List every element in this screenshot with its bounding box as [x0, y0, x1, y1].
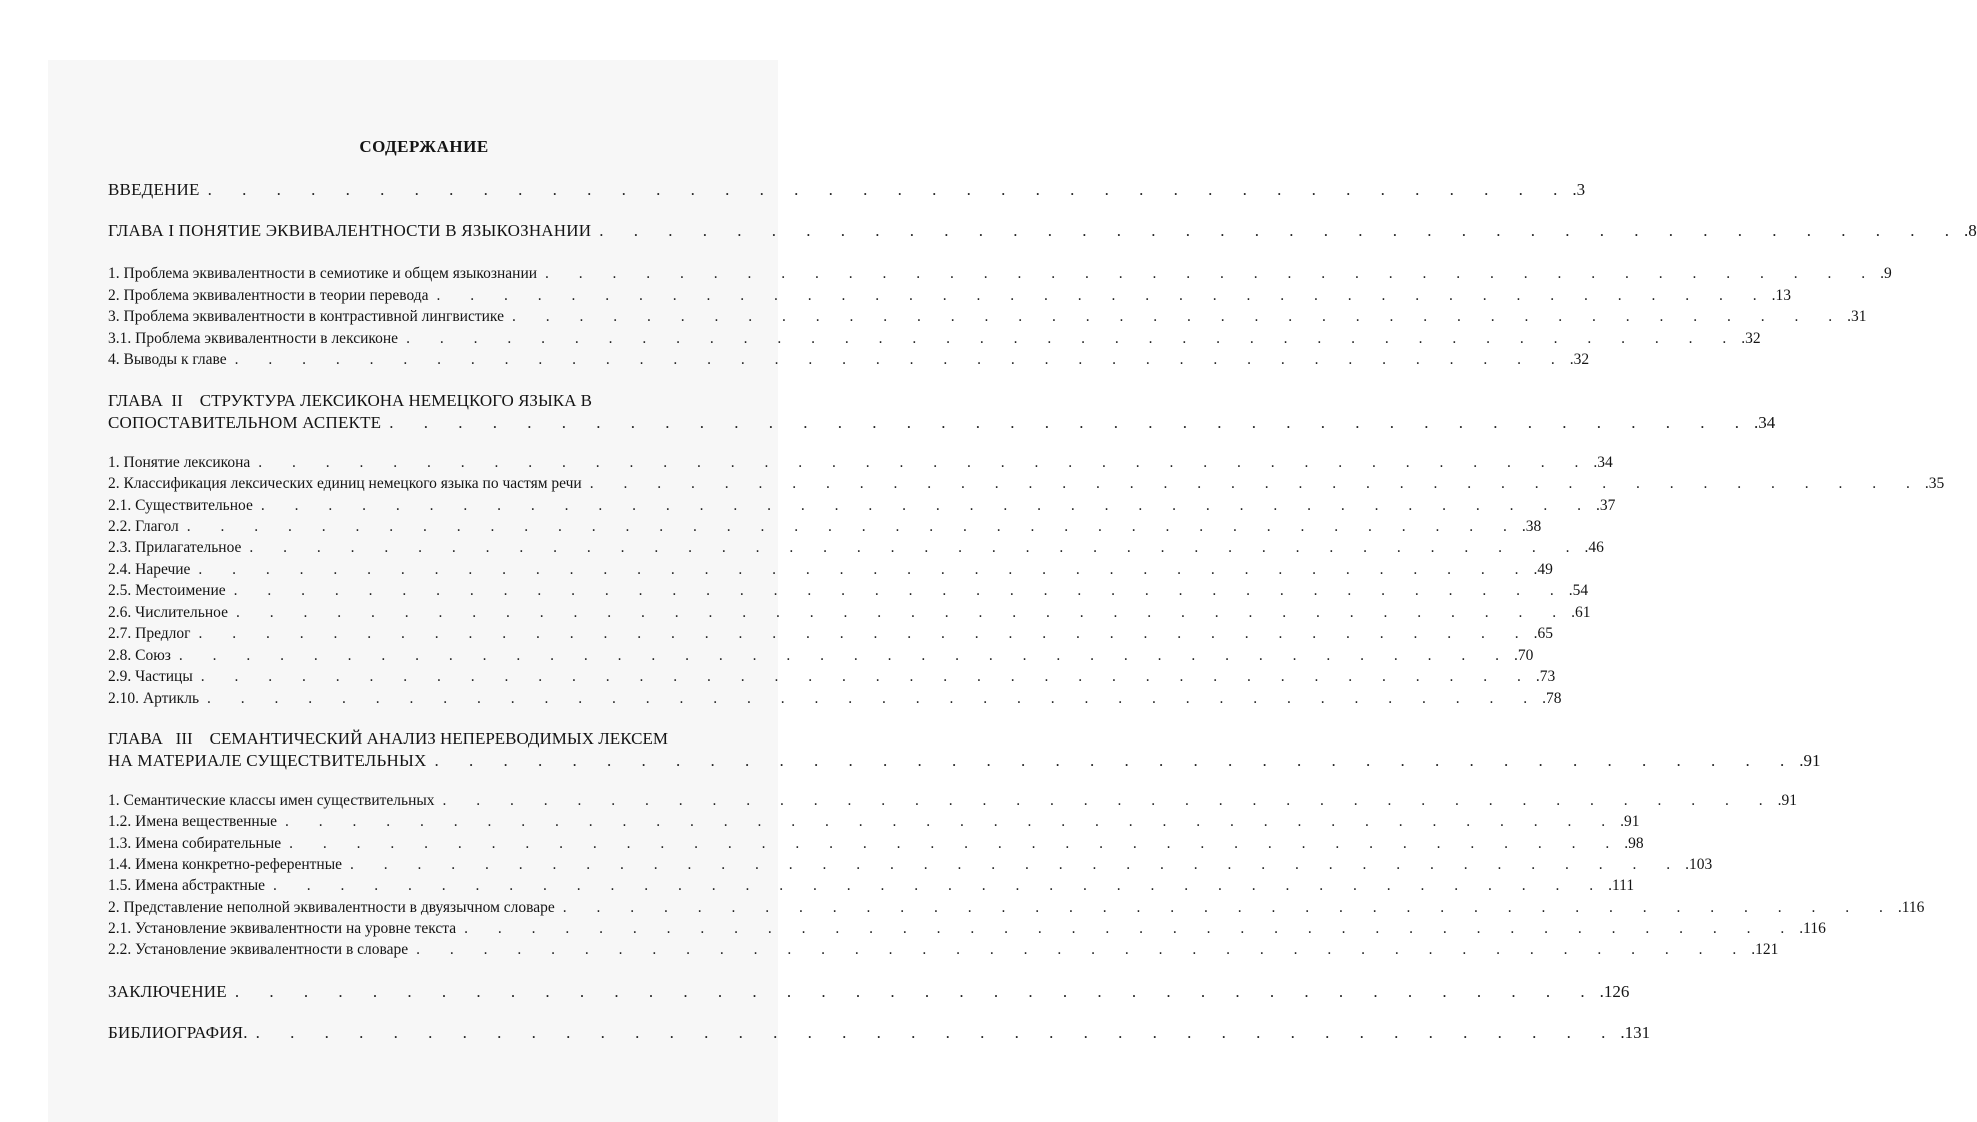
toc-item — [108, 668, 1556, 690]
toc-entry-page: .31 — [1847, 308, 1867, 325]
dot-leader: . . . . . . . . . . . . . . . . . . . . . . . . . . . . . . . . . . . . . . . . — [186, 518, 1520, 535]
page-title: СОДЕРЖАНИЕ — [359, 137, 489, 156]
toc-item — [108, 835, 1644, 857]
toc-item — [108, 497, 1616, 519]
dot-leader: . . . . . . . . . . . . . . . . . . . . . . . . . . . . . . . . . . . . . . . . — [207, 180, 1571, 199]
toc-entry-text: 2.1. Установление эквивалентности на уровне текста — [108, 920, 457, 937]
toc-item — [108, 475, 1945, 497]
toc-chapter-1 — [108, 221, 1977, 243]
dot-leader: . . . . . . . . . . . . . . . . . . . . . . . . . . . . . . . . . . . . . . . . — [285, 813, 1619, 830]
toc-item — [108, 625, 1553, 647]
toc-item — [108, 899, 1925, 921]
toc-entry-page: .78 — [1542, 690, 1562, 707]
dot-leader: . . . . . . . . . . . . . . . . . . . . . . . . . . . . . . . . . . . . . . . . — [416, 941, 1750, 958]
toc-item — [108, 265, 1892, 287]
toc-entry-page: .32 — [1569, 351, 1590, 368]
toc-entry-text: 2.6. Числительное — [108, 604, 228, 621]
toc-entry-conclusion — [108, 982, 1630, 1004]
toc-entry-page: .61 — [1571, 604, 1591, 621]
dot-leader: . . . . . . . . . . . . . . . . . . . . . . . . . . . . . . . . . . . . . . . . — [511, 308, 1846, 325]
toc-entry-text: 2.1. Существительное — [108, 497, 253, 514]
toc-entry-text: 1.2. Имена вещественные — [108, 813, 278, 830]
toc-entry-page: .34 — [1593, 454, 1613, 471]
dot-leader: . . . . . . . . . . . . . . . . . . . . . . . . . . . . . . . . . . . . . . . . — [406, 330, 1740, 347]
dot-leader: . . . . . . . . . . . . . . . . . . . . . . . . . . . . . . . . . . . . . . . . — [545, 265, 1879, 282]
toc-entry-page: .131 — [1620, 1023, 1651, 1042]
toc-entry-page: .98 — [1624, 835, 1644, 852]
toc-entry-text: 2.7. Предлог — [108, 625, 191, 642]
toc-item — [108, 351, 1590, 373]
dot-leader: . . . . . . . . . . . . . . . . . . . . . . . . . . . . . . . . . . . . . . . . — [233, 582, 1567, 599]
toc-entry-page: .54 — [1568, 582, 1589, 599]
toc-entry-text: 2.4. Наречие — [108, 561, 191, 578]
toc-item — [108, 856, 1713, 878]
toc-entry-page: .13 — [1771, 287, 1792, 304]
toc-entry-page: .116 — [1897, 899, 1925, 916]
dot-leader: . . . . . . . . . . . . . . . . . . . . . . . . . . . . . . . . . . . . . . . . — [255, 1023, 1619, 1042]
toc-chapter-3-line1: ГЛАВА III СЕМАНТИЧЕСКИЙ АНАЛИЗ НЕПЕРЕВОДИМЫХ ЛЕКСЕМ — [108, 729, 668, 748]
toc-item — [108, 920, 1826, 942]
toc-item — [108, 539, 1604, 561]
dot-leader: . . . . . . . . . . . . . . . . . . . . . . . . . . . . . . . . . . . . . . . . — [464, 920, 1798, 937]
dot-leader: . . . . . . . . . . . . . . . . . . . . . . . . . . . . . . . . . . . . . . . . — [234, 351, 1568, 368]
toc-entry-page: .91 — [1620, 813, 1640, 830]
toc-item — [108, 941, 1779, 963]
dot-leader: . . . . . . . . . . . . . . . . . . . . . . . . . . . . . . . . . . . . . . . . — [198, 561, 1532, 578]
dot-leader: . . . . . . . . . . . . . . . . . . . . . . . . . . . . . . . . . . . . . . . . — [200, 668, 1534, 685]
dot-leader: . . . . . . . . . . . . . . . . . . . . . . . . . . . . . . . . . . . . . . . . — [436, 287, 1770, 304]
toc-entry-text: 2. Проблема эквивалентности в теории перевода — [108, 287, 429, 304]
toc-item — [108, 454, 1613, 476]
toc-item — [108, 690, 1562, 712]
toc-entry-text: ЗАКЛЮЧЕНИЕ — [108, 982, 227, 1001]
toc-entry-page: .37 — [1596, 497, 1616, 514]
toc-entry-text: НА МАТЕРИАЛЕ СУЩЕСТВИТЕЛЬНЫХ — [108, 751, 427, 770]
toc-entry-text: ГЛАВА I ПОНЯТИЕ ЭКВИВАЛЕНТНОСТИ В ЯЗЫКОЗНАНИИ — [108, 221, 592, 240]
toc-item — [108, 792, 1798, 814]
toc-item — [108, 518, 1542, 540]
dot-leader: . . . . . . . . . . . . . . . . . . . . . . . . . . . . . . . . . . . . . . . . — [442, 792, 1776, 809]
toc-item — [108, 308, 1867, 330]
dot-leader: . . . . . . . . . . . . . . . . . . . . . . . . . . . . . . . . . . . . . . . . — [178, 647, 1513, 664]
dot-leader: . . . . . . . . . . . . . . . . . . . . . . . . . . . . . . . . . . . . . . . . — [272, 877, 1607, 894]
dot-leader: . . . . . . . . . . . . . . . . . . . . . . . . . . . . . . . . . . . . . . . . — [389, 413, 1752, 432]
toc-item — [108, 287, 1792, 309]
toc-entry-page: .121 — [1751, 941, 1779, 958]
dot-leader: . . . . . . . . . . . . . . . . . . . . . . . . . . . . . . . . . . . . . . . . — [235, 604, 1570, 621]
dot-leader: . . . . . . . . . . . . . . . . . . . . . . . . . . . . . . . . . . . . . . . . — [434, 751, 1798, 770]
toc-entry-page: .35 — [1924, 475, 1945, 492]
toc-entry-text: 1.4. Имена конкретно-референтные — [108, 856, 343, 873]
toc-entry-page: .49 — [1533, 561, 1553, 578]
toc-entry-text: 2.10. Артикль — [108, 690, 200, 707]
toc-entry-page: .32 — [1741, 330, 1761, 347]
dot-leader: . . . . . . . . . . . . . . . . . . . . . . . . . . . . . . . . . . . . . . . . — [589, 475, 1923, 492]
dot-leader: . . . . . . . . . . . . . . . . . . . . . . . . . . . . . . . . . . . . . . . . — [260, 497, 1594, 514]
toc-entry-text: 2.2. Установление эквивалентности в словаре — [108, 941, 409, 958]
dot-leader: . . . . . . . . . . . . . . . . . . . . . . . . . . . . . . . . . . . . . . . . — [234, 982, 1598, 1001]
toc-entry-intro — [108, 180, 1586, 202]
toc-entry-page: .70 — [1514, 647, 1534, 664]
toc-entry-bibliography — [108, 1023, 1651, 1045]
toc-item — [108, 647, 1534, 669]
toc-entry-text: 2.9. Частицы — [108, 668, 193, 685]
toc-entry-text: 2.5. Местоимение — [108, 582, 226, 599]
toc-entry-text: ВВЕДЕНИЕ — [108, 180, 200, 199]
toc-entry-text: 3. Проблема эквивалентности в контрастивной лингвистике — [108, 308, 504, 325]
toc-entry-page: .116 — [1799, 920, 1826, 937]
dot-leader: . . . . . . . . . . . . . . . . . . . . . . . . . . . . . . . . . . . . . . . . — [289, 835, 1623, 852]
toc-item — [108, 604, 1591, 626]
toc-entry-text: СОПОСТАВИТЕЛЬНОМ АСПЕКТЕ — [108, 413, 382, 432]
toc-item — [108, 582, 1589, 604]
toc-entry-page: .3 — [1572, 180, 1586, 199]
toc-entry-text: 2.8. Союз — [108, 647, 171, 664]
toc-entry-page: .46 — [1584, 539, 1604, 556]
dot-leader: . . . . . . . . . . . . . . . . . . . . . . . . . . . . . . . . . . . . . . . . — [350, 856, 1684, 873]
toc-entry-text: 1.5. Имена абстрактные — [108, 877, 265, 894]
toc-entry-page: .65 — [1533, 625, 1553, 642]
dot-leader: . . . . . . . . . . . . . . . . . . . . . . . . . . . . . . . . . . . . . . . . — [562, 899, 1896, 916]
toc-chapter-2-line1: ГЛАВА II СТРУКТУРА ЛЕКСИКОНА НЕМЕЦКОГО ЯЗЫКА В — [108, 391, 592, 410]
toc-entry-text: 1. Понятие лексикона — [108, 454, 251, 471]
toc-entry-page: .103 — [1685, 856, 1713, 873]
toc-entry-page: .91 — [1799, 751, 1821, 770]
toc-entry-page: .91 — [1777, 792, 1798, 809]
toc-entry-text: БИБЛИОГРАФИЯ. — [108, 1023, 248, 1042]
dot-leader: . . . . . . . . . . . . . . . . . . . . . . . . . . . . . . . . . . . . . . . . — [599, 221, 1962, 240]
toc-entry-page: .111 — [1608, 877, 1635, 894]
toc-item — [108, 813, 1640, 835]
dot-leader: . . . . . . . . . . . . . . . . . . . . . . . . . . . . . . . . . . . . . . . . — [207, 690, 1541, 707]
dot-leader: . . . . . . . . . . . . . . . . . . . . . . . . . . . . . . . . . . . . . . . . — [258, 454, 1592, 471]
toc-entry-text: 2. Классификация лексических единиц немецкого языка по частям речи — [108, 475, 582, 492]
toc-item — [108, 561, 1553, 583]
toc-entry-page: .9 — [1880, 265, 1892, 282]
toc-entry-text: 1. Семантические классы имен существительных — [108, 792, 435, 809]
toc-entry-text: 1. Проблема эквивалентности в семиотике и общем языкознании — [108, 265, 538, 282]
toc-entry-page: .38 — [1521, 518, 1542, 535]
toc-entry-text: 2.2. Глагол — [108, 518, 179, 535]
dot-leader: . . . . . . . . . . . . . . . . . . . . . . . . . . . . . . . . . . . . . . . . — [249, 539, 1583, 556]
toc-entry-page: .8 — [1963, 221, 1977, 240]
toc-chapter-3 — [108, 751, 1821, 773]
toc-entry-text: 1.3. Имена собирательные — [108, 835, 282, 852]
toc-entry-text: 2. Представление неполной эквивалентности в двуязычном словаре — [108, 899, 555, 916]
toc-item — [108, 877, 1635, 899]
toc-entry-page: .34 — [1754, 413, 1776, 432]
toc-entry-text: 2.3. Прилагательное — [108, 539, 242, 556]
dot-leader: . . . . . . . . . . . . . . . . . . . . . . . . . . . . . . . . . . . . . . . . — [198, 625, 1532, 642]
toc-entry-text: 3.1. Проблема эквивалентности в лексиконе — [108, 330, 399, 347]
toc-entry-text: 4. Выводы к главе — [108, 351, 227, 368]
toc-entry-page: .126 — [1599, 982, 1630, 1001]
toc-item — [108, 330, 1761, 352]
toc-chapter-2 — [108, 413, 1776, 435]
toc-entry-page: .73 — [1535, 668, 1556, 685]
